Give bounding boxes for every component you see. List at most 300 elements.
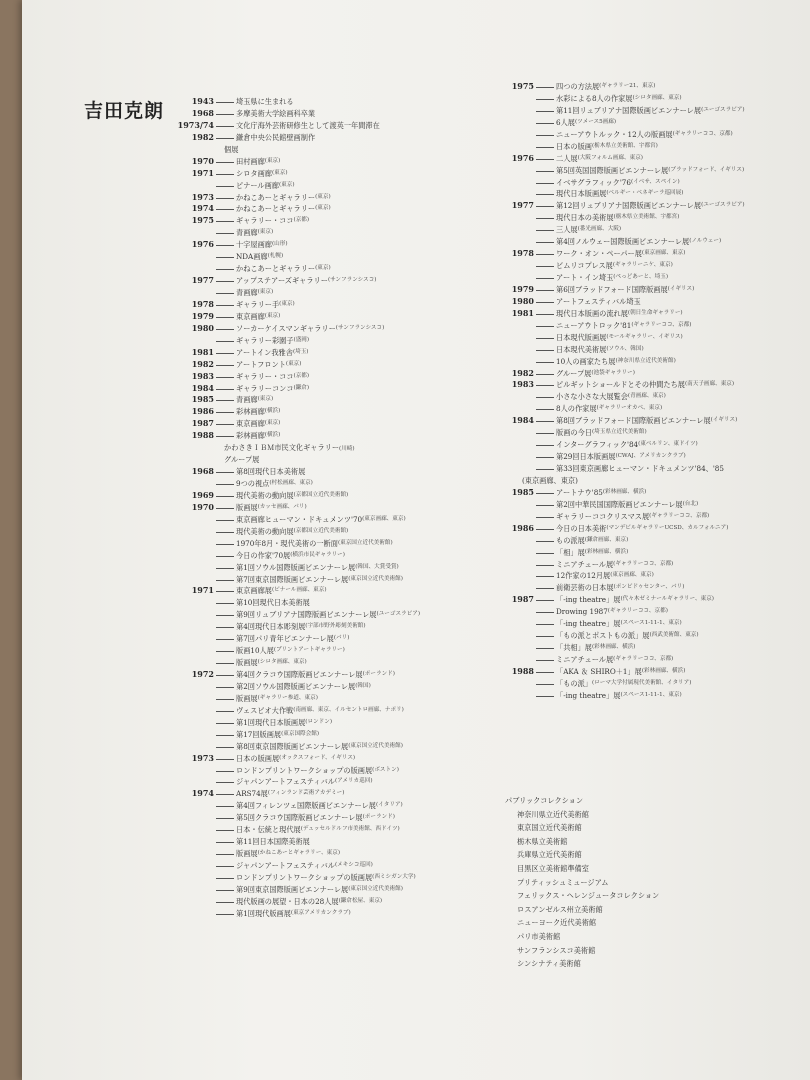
- entry-dash: [216, 209, 234, 210]
- timeline-entry: [172, 633, 472, 645]
- entry-text: ビムリコプレス展: [556, 261, 613, 271]
- entry-text: 第4回フィレンツェ国際版画ビエンナーレ展: [236, 801, 376, 811]
- entry-dash: [536, 553, 554, 554]
- timeline-entry: [492, 523, 810, 535]
- entry-venue: (東京国立近代美術館): [348, 742, 403, 749]
- timeline-entry: [172, 872, 472, 884]
- entry-dash: [216, 735, 234, 736]
- entry-dash: [216, 627, 234, 628]
- timeline-entry: [172, 394, 472, 406]
- entry-dash: [216, 114, 234, 115]
- entry-venue: (東ベルリン、東ドイツ): [638, 441, 698, 448]
- entry-year: 1969: [191, 489, 214, 500]
- entry-text: 第5回クラコウ国際版画ビエンナーレ展: [236, 813, 363, 823]
- entry-text: 水彩による8人の作家展: [556, 93, 633, 103]
- entry-venue: (ギャラリーココ、京都): [613, 656, 674, 662]
- entry-venue: (イタリア): [375, 802, 403, 809]
- timeline-entry: [492, 618, 810, 630]
- entry-venue: (ギャラリーココ、京都): [649, 512, 710, 519]
- entry-venue: (東京): [279, 300, 295, 307]
- entry-venue: (東京国立近代美術館): [337, 539, 393, 546]
- timeline-entry: [172, 96, 472, 108]
- entry-dash: [216, 723, 234, 724]
- entry-text: ギャラリー・ココ: [236, 216, 294, 226]
- text-line: [172, 144, 472, 156]
- entry-venue: (東京国際会館): [281, 730, 320, 737]
- entry-dash: [216, 878, 234, 879]
- timeline-entry: [172, 753, 472, 765]
- timeline-entry: [492, 535, 810, 547]
- entry-dash: [216, 400, 234, 401]
- entry-text: 8人の作家展: [556, 404, 597, 414]
- entry-dash: [536, 397, 554, 398]
- timeline-entry: [492, 487, 810, 499]
- entry-text: 田村画廊: [236, 156, 265, 166]
- entry-venue: (埼玉): [292, 348, 309, 355]
- entry-year: 1973/74: [177, 119, 214, 130]
- timeline-entry: [492, 606, 810, 618]
- entry-text: ミニアチュール展: [556, 655, 614, 664]
- entry-year: 1988: [511, 665, 534, 676]
- entry-year: 1974: [191, 203, 214, 214]
- entry-venue: (ギャラリーココ、京都): [631, 321, 692, 328]
- entry-venue: (フィンランド芸術アカデミー): [267, 790, 345, 797]
- entry-dash: [216, 556, 234, 557]
- entry-dash: [216, 484, 234, 485]
- entry-dash: [216, 198, 234, 199]
- entry-dash: [216, 639, 234, 640]
- timeline-entry: [172, 502, 472, 514]
- line-text: (東京画廊、東京): [522, 475, 578, 485]
- collection-item: フェリックス・ヘレンジュータコレクション: [517, 891, 660, 901]
- line-text: 個展: [224, 144, 239, 154]
- entry-dash: [216, 890, 234, 891]
- entry-venue: (ギャラリーココ、京都): [672, 130, 733, 137]
- entry-dash: [216, 675, 234, 676]
- entry-venue: (プリントアートギャラリー): [273, 647, 345, 654]
- entry-venue: (東京): [257, 396, 274, 403]
- timeline-entry: [172, 192, 472, 204]
- entry-dash: [536, 254, 554, 255]
- entry-dash: [216, 615, 234, 616]
- entry-dash: [536, 505, 554, 506]
- entry-venue: (大阪フォルム画廊、東京): [577, 154, 643, 161]
- entry-venue: (メキシコ巡回): [334, 862, 373, 868]
- entry-venue: (彩林画廊、横浜): [602, 488, 647, 495]
- entry-venue: (宇部市野外彫刻美術館): [305, 623, 366, 630]
- entry-dash: [216, 412, 234, 413]
- entry-text: イベサグラフィック'76: [556, 177, 631, 187]
- entry-dash: [216, 818, 234, 819]
- entry-venue: (台北): [682, 500, 699, 507]
- entry-year: 1971: [191, 167, 214, 178]
- entry-year: 1968: [191, 107, 214, 118]
- entry-text: 青画廊: [236, 395, 258, 405]
- text-line: [172, 454, 472, 466]
- timeline-entry: [492, 368, 810, 380]
- collection-item: パリ市美術館: [517, 931, 561, 941]
- entry-venue: (ベルギー・ベネギーラ巡回展): [606, 190, 684, 197]
- entry-venue: (埼玉県立近代美術館): [591, 429, 647, 436]
- entry-text: ギャラリー手: [236, 299, 280, 309]
- timeline-entry: [172, 299, 472, 311]
- entry-venue: (ギャラリーココ、京都): [613, 560, 674, 567]
- public-collection: [505, 794, 659, 971]
- timeline-entry: [172, 848, 472, 860]
- entry-venue: (シロタ画廊、東京): [257, 659, 307, 666]
- entry-text: かねこあーとギャラリー: [236, 264, 316, 274]
- entry-text: ジャパンアートフェスティバル: [236, 777, 335, 787]
- entry-dash: [536, 672, 554, 673]
- timeline-entry: [492, 547, 810, 559]
- collection-item: サンフランシスコ美術館: [517, 945, 596, 955]
- entry-venue: (ギャラリー参道、東京): [257, 694, 318, 701]
- entry-text: 彩林画廊: [236, 431, 265, 441]
- entry-venue: (イギリス): [667, 285, 695, 292]
- timeline-entry: [172, 132, 472, 144]
- timeline-entry: [492, 81, 810, 93]
- collection-item: シンシナティ美術館: [517, 959, 581, 969]
- entry-dash: [536, 194, 554, 195]
- timeline-entry: [172, 311, 472, 323]
- entry-dash: [216, 174, 234, 175]
- entry-text: 第11回日本国際美術展: [236, 837, 310, 847]
- timeline-entry: [492, 93, 810, 105]
- entry-venue: (ユーゴスラビア): [701, 202, 745, 209]
- entry-venue: (京都国立近代美術館): [293, 527, 349, 534]
- entry-text: アップステアーズギャラリー: [236, 276, 328, 286]
- entry-year: 1976: [511, 152, 534, 163]
- entry-dash: [216, 508, 234, 509]
- timeline-entry: [172, 406, 472, 418]
- entry-dash: [536, 183, 554, 184]
- entry-venue: (鎌倉画廊、東京): [584, 536, 629, 543]
- entry-venue: (京都): [293, 217, 310, 224]
- entry-dash: [216, 436, 234, 437]
- entry-dash: [536, 159, 554, 160]
- entry-text: 埼玉県に生まれる: [236, 97, 294, 106]
- entry-text: 「-ing theatre」展: [556, 619, 621, 629]
- timeline-entry: [492, 666, 810, 678]
- entry-venue: (ノルウェー): [689, 238, 722, 245]
- entry-dash: [216, 102, 234, 103]
- timeline-entry: [492, 296, 810, 308]
- entry-venue: (スペース1-11-1、東京): [620, 620, 682, 627]
- entry-text: 第1回ソウル国際版画ビエンナーレ展: [236, 562, 356, 572]
- entry-text: 鎌倉中央公民館壁画制作: [236, 132, 316, 142]
- entry-text: ワーク・オン・ペーパー展: [556, 249, 642, 259]
- timeline-entry: [172, 693, 472, 705]
- entry-venue: (ポーランド): [362, 814, 395, 821]
- entry-dash: [216, 794, 234, 795]
- entry-dash: [536, 350, 554, 351]
- timeline-entry: [172, 275, 472, 287]
- entry-text: 版画の今日: [556, 428, 592, 438]
- entry-venue: (ユーゴスラビア): [701, 106, 745, 113]
- timeline-entry: [492, 391, 810, 403]
- entry-venue: (ポンピドゥセンター、パリ): [613, 584, 685, 591]
- entry-dash: [216, 281, 234, 282]
- entry-venue: (西ミシガン大学): [372, 873, 416, 880]
- entry-dash: [536, 326, 554, 327]
- timeline-entry: [172, 251, 472, 263]
- timeline-entry: [172, 156, 472, 168]
- timeline-entry: [492, 570, 810, 582]
- document-page: [22, 0, 810, 1080]
- timeline-entry: [172, 585, 472, 597]
- entry-year: 1984: [191, 382, 214, 393]
- timeline-entry: [172, 383, 472, 395]
- timeline-entry: [172, 526, 472, 538]
- timeline-entry: [172, 203, 472, 215]
- timeline-entry: [172, 168, 472, 180]
- timeline-entry: [172, 836, 472, 848]
- entry-dash: [216, 782, 234, 783]
- entry-venue: (朝日生命ギャラリー): [627, 309, 683, 316]
- entry-text: かねこあーとギャラリー: [236, 204, 316, 214]
- timeline-entry: [172, 812, 472, 824]
- entry-dash: [536, 278, 554, 279]
- entry-venue: (東京画廊、東京): [610, 572, 654, 579]
- entry-text: 第7回東京国際版画ビエンナーレ展: [236, 574, 349, 584]
- entry-dash: [216, 496, 234, 497]
- timeline-entry: [492, 105, 810, 117]
- entry-dash: [536, 648, 554, 649]
- text-line: [492, 475, 810, 487]
- entry-text: 「もの派とポストもの派」展: [556, 631, 650, 641]
- timeline-entry: [492, 594, 810, 606]
- entry-venue: (ローマ大学付属現代美術館、イタリア): [591, 679, 692, 686]
- entry-venue: (ギャラリーニケ、東京): [612, 262, 673, 269]
- entry-venue: (アメリカ巡回): [334, 778, 373, 785]
- entry-dash: [216, 126, 234, 127]
- entry-dash: [536, 600, 554, 601]
- entry-dash: [216, 532, 234, 533]
- entry-year: 1981: [191, 346, 214, 357]
- entry-venue: (京都): [293, 372, 310, 379]
- entry-dash: [216, 699, 234, 700]
- entry-dash: [216, 365, 234, 366]
- entry-dash: [216, 806, 234, 807]
- entry-venue: (パリ): [333, 635, 350, 642]
- entry-text: 第9回東京国際版画ビエンナーレ展: [236, 884, 349, 894]
- collection-item: プリティッシュミュージアム: [517, 877, 609, 887]
- entry-venue: (ブラッドフォード、イギリス): [668, 166, 745, 173]
- entry-venue: (東京画廊、東京): [641, 250, 686, 257]
- timeline-entry: [172, 335, 472, 347]
- entry-venue: (西武美術館、東京): [649, 632, 699, 639]
- entry-text: ロンドンプリントワークショップの版画展: [236, 872, 373, 882]
- entry-venue: (東京): [264, 157, 281, 164]
- timeline-entry: [172, 860, 472, 872]
- line-venue: (川崎): [339, 446, 355, 453]
- entry-dash: [536, 433, 554, 434]
- entry-venue: (イベサ、スペイン): [630, 178, 680, 185]
- entry-dash: [536, 576, 554, 577]
- entry-text: ロンドンプリントワークショップの版画展: [236, 765, 373, 775]
- entry-text: ギャラリーコンコ: [236, 383, 294, 393]
- entry-venue: (マンデビルギャラリーUCSD、カルフォルニア): [606, 524, 729, 531]
- timeline-entry: [492, 320, 810, 332]
- entry-text: 現代日本版画の流れ展: [556, 308, 628, 318]
- entry-venue: (イギリス): [710, 417, 738, 424]
- entry-text: 第8回現代日本美術展: [236, 467, 306, 477]
- timeline-entry: [492, 141, 810, 153]
- entry-venue: (ソウル、韓国): [606, 345, 644, 352]
- entry-text: NDA画廊: [236, 252, 268, 262]
- entry-year: 1986: [191, 406, 214, 417]
- entry-year: 1971: [191, 585, 214, 596]
- timeline-entry: [492, 439, 810, 451]
- entry-year: 1983: [511, 379, 534, 390]
- entry-text: ギャラリー彩園子: [236, 335, 294, 345]
- collection-item: 神奈川県立近代美術館: [517, 809, 589, 819]
- entry-dash: [536, 624, 554, 625]
- timeline-entry: [172, 430, 472, 442]
- entry-year: 1984: [511, 415, 534, 426]
- entry-dash: [216, 842, 234, 843]
- entry-dash: [536, 612, 554, 613]
- entry-dash: [216, 329, 234, 330]
- timeline-entry: [492, 415, 810, 427]
- collection-item: ニューヨーク近代美術館: [517, 918, 597, 928]
- entry-text: 現代日本版画展: [556, 189, 607, 199]
- entry-year: 1980: [511, 295, 534, 306]
- timeline-entry: [172, 597, 472, 609]
- line-text: かわさきＩＢＭ市民文化ギャラリー: [224, 443, 340, 453]
- entry-text: 版画展: [236, 849, 258, 859]
- entry-text: 第4回クラコウ国際版画ビエンナーレ展: [236, 670, 363, 679]
- timeline-entry: [492, 129, 810, 141]
- entry-venue: (東京): [264, 420, 281, 427]
- entry-dash: [536, 529, 554, 530]
- entry-venue: (東京画廊、東京): [362, 515, 406, 522]
- entry-venue: (神奈川県立近代美術館): [615, 357, 676, 364]
- entry-text: 日本の版画: [556, 141, 592, 151]
- entry-dash: [536, 421, 554, 422]
- entry-text: 多摩美術大学絵画科卒業: [236, 108, 316, 118]
- entry-dash: [216, 687, 234, 688]
- entry-text: 前衛芸術の日本展: [556, 583, 614, 593]
- entry-text: 「AKA ＆ SHIRO＋1」展: [556, 666, 642, 676]
- entry-venue: (東京): [264, 312, 281, 319]
- entry-text: 10人の画家たち展: [556, 356, 616, 366]
- entry-dash: [536, 338, 554, 339]
- timeline-entry: [172, 263, 472, 275]
- entry-dash: [216, 138, 234, 139]
- entry-text: アートイン我雅舎: [236, 347, 293, 357]
- entry-text: 東京画廊展: [236, 586, 272, 596]
- entry-dash: [216, 293, 234, 294]
- entry-text: 今日の日本美術: [556, 523, 607, 533]
- collection-item: 兵庫県立近代美術館: [517, 850, 582, 860]
- entry-venue: (番光画廊、大阪): [577, 226, 622, 233]
- entry-year: 1943: [191, 96, 214, 106]
- entry-text: ピルギットショールドとその仲間たち展: [556, 380, 685, 390]
- timeline-entry: [492, 356, 810, 368]
- entry-venue: (池袋ギャラリー): [591, 369, 635, 376]
- entry-dash: [536, 457, 554, 458]
- entry-year: 1985: [511, 486, 534, 497]
- entry-dash: [216, 245, 234, 246]
- entry-venue: (ボストン): [372, 766, 399, 773]
- entry-dash: [216, 711, 234, 712]
- entry-year: 1975: [191, 215, 214, 226]
- entry-dash: [536, 111, 554, 112]
- entry-dash: [536, 696, 554, 697]
- timeline-entry: [172, 180, 472, 192]
- entry-venue: (横浜): [264, 432, 281, 439]
- entry-venue: (東京): [315, 265, 331, 272]
- timeline-entry: [492, 451, 810, 463]
- timeline-entry: [492, 582, 810, 594]
- entry-text: 第2回ソウル国際版画ビエンナーレ展: [236, 681, 356, 691]
- timeline-entry: [172, 741, 472, 753]
- timeline-entry: [492, 248, 810, 260]
- timeline-entry: [172, 776, 472, 788]
- entry-venue: (かねこあーとギャラリー、東京): [257, 850, 341, 857]
- entry-text: インターグラフィック'84: [556, 440, 639, 450]
- entry-text: 東京画廊: [236, 311, 265, 321]
- entry-text: 日本現代美術展: [556, 344, 607, 354]
- entry-dash: [536, 206, 554, 207]
- collection-item: 東京国立近代美術館: [517, 823, 582, 833]
- entry-venue: (シロタ画廊、東京): [632, 94, 682, 101]
- entry-text: 第6回ブラッドフォード国際版画展: [556, 284, 668, 294]
- entry-venue: (韓国、大賞受賞): [355, 563, 399, 570]
- entry-dash: [536, 445, 554, 446]
- entry-text: 第2回中華民国国際版画ビエンナーレ展: [556, 499, 683, 509]
- entry-venue: (札幌): [267, 253, 284, 260]
- entry-text: 「相」展: [556, 547, 585, 557]
- entry-dash: [536, 469, 554, 470]
- entry-text: ピナール画廊: [236, 180, 279, 190]
- entry-venue: (東京国立近代美術館): [348, 575, 403, 582]
- entry-text: 日本現代版画展: [556, 332, 607, 342]
- entry-dash: [536, 636, 554, 637]
- timeline-entry: [172, 478, 472, 490]
- entry-year: 1972: [191, 669, 214, 679]
- entry-venue: (代々木ゼミナールギャラリー、東京): [620, 596, 714, 603]
- entry-venue: (モールギャラリー、イギリス): [606, 333, 683, 340]
- entry-text: 第9回リュブリアナ国際版画ビエンナーレ展: [236, 610, 377, 620]
- timeline-entry: [172, 669, 472, 681]
- entry-dash: [216, 603, 234, 604]
- entry-venue: (横浜市民ギャラリー): [290, 551, 345, 558]
- entry-text: 第10回現代日本美術展: [236, 598, 310, 608]
- entry-year: 1987: [191, 418, 214, 429]
- timeline-entry: [492, 511, 810, 523]
- entry-year: 1988: [191, 430, 214, 441]
- entry-venue: (ギャラリーココ、京都): [607, 608, 668, 615]
- entry-dash: [216, 568, 234, 569]
- entry-year: 1980: [191, 322, 214, 333]
- entry-year: 1982: [191, 131, 214, 142]
- timeline-entry: [492, 344, 810, 356]
- entry-venue: (韓国): [355, 682, 371, 689]
- entry-dash: [216, 759, 234, 760]
- timeline-entry: [172, 908, 472, 920]
- entry-venue: (京都国立近代美術館): [293, 491, 349, 498]
- entry-dash: [216, 663, 234, 664]
- entry-dash: [536, 588, 554, 589]
- collection-item: ロスアンゼルス州立美術館: [517, 904, 603, 914]
- entry-year: 1977: [511, 200, 534, 211]
- entry-year: 1985: [191, 394, 214, 405]
- timeline-entry: [492, 499, 810, 511]
- entry-text: 第1回現代版画展: [236, 908, 291, 918]
- entry-text: 第12回リュブリアナ国際版画ビエンナーレ展: [556, 201, 702, 211]
